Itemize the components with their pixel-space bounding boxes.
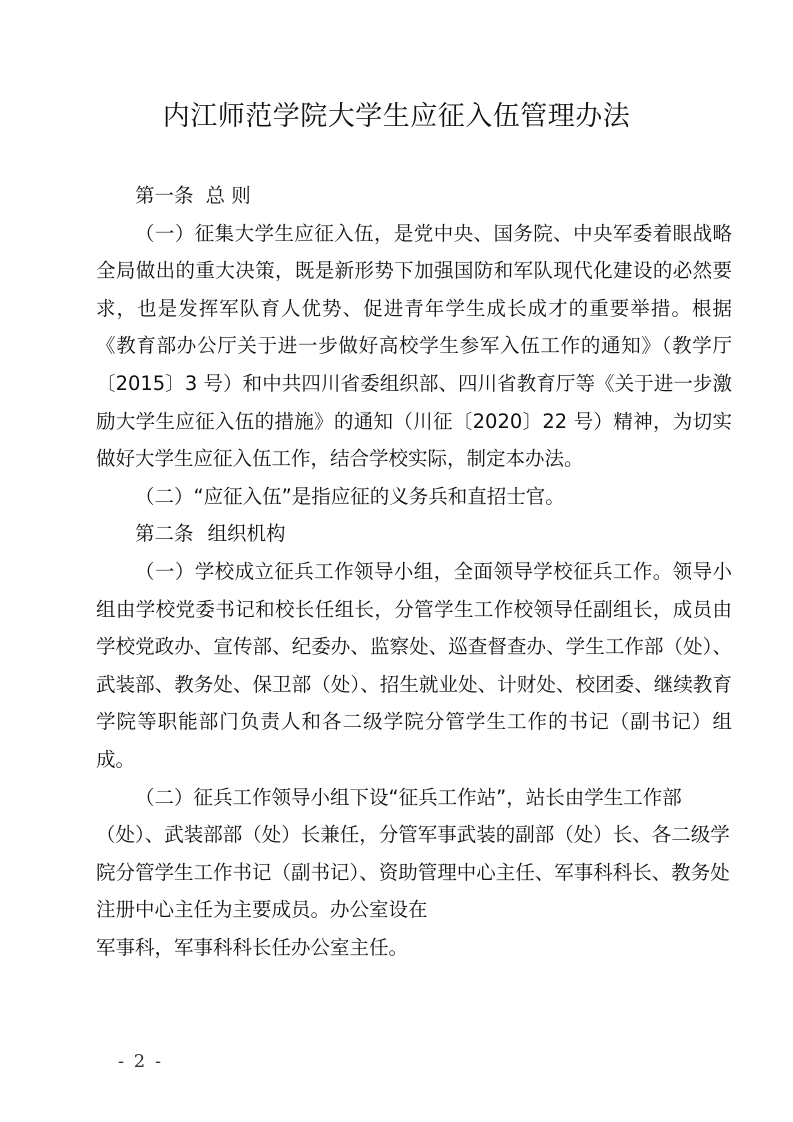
- document-title: 内江师范学院大学生应征入伍管理办法: [162, 101, 631, 132]
- paragraph-1-1: （一）征集大学生应征入伍，是党中央、国务院、中央军委着眼战略全局做出的重大决策，既是新形势下加强国防和军队现代化建设的必然要求，也是发挥军队育人优势、促进青年学生成长成才的重要举措。根据《教育部办公厅关于进一步做好高校学生参军入伍工作的通知》（教学厅〔2015〕3 号）和中共四川省委组织部、四川省教育厅等《关于进一步激励大学生应征入伍的措施》的通知（川征〔2020〕22 号）精神，为切实做好大学生应征入伍工作，结合学校实际，制定本办法。: [96, 221, 732, 471]
- article-1-heading: [96, 177, 732, 215]
- article-1-title: 总 则: [205, 184, 251, 207]
- paragraph-1-2: （二）“应征入伍”是指应征的义务兵和直招士官。: [135, 484, 565, 508]
- paragraph-2-2: （二）征兵工作领导小组下设“征兵工作站”，站长由学生工作部（处）、武装部部（处）长兼任，分管军事武装的副部（处）长、各二级学院分管学生工作书记（副书记）、资助管理中心主任、军事科科长、教务处注册中心主任为主要成员。办公室设在: [96, 785, 730, 922]
- paragraph-2-2-continued: 军事科，军事科科长任办公室主任。: [96, 935, 409, 959]
- article-2-heading: [96, 515, 732, 553]
- article-2-title: 组织机构: [207, 522, 286, 546]
- document-body: [96, 177, 732, 966]
- article-1-number: 第一条: [135, 184, 194, 207]
- article-2-number: 第二条: [135, 522, 194, 546]
- page-number: - 2 -: [118, 1051, 164, 1072]
- paragraph-2-1: （一）学校成立征兵工作领导小组，全面领导学校征兵工作。领导小组由学校党委书记和校长任组长，分管学生工作校领导任副组长，成员由学校党政办、宣传部、纪委办、监察处、巡查督查办、学生工作部（处）、武装部、教务处、保卫部（处）、招生就业处、计财处、校团委、继续教育学院等职能部门负责人和各二级学院分管学生工作的书记（副书记）组成。: [96, 559, 732, 771]
